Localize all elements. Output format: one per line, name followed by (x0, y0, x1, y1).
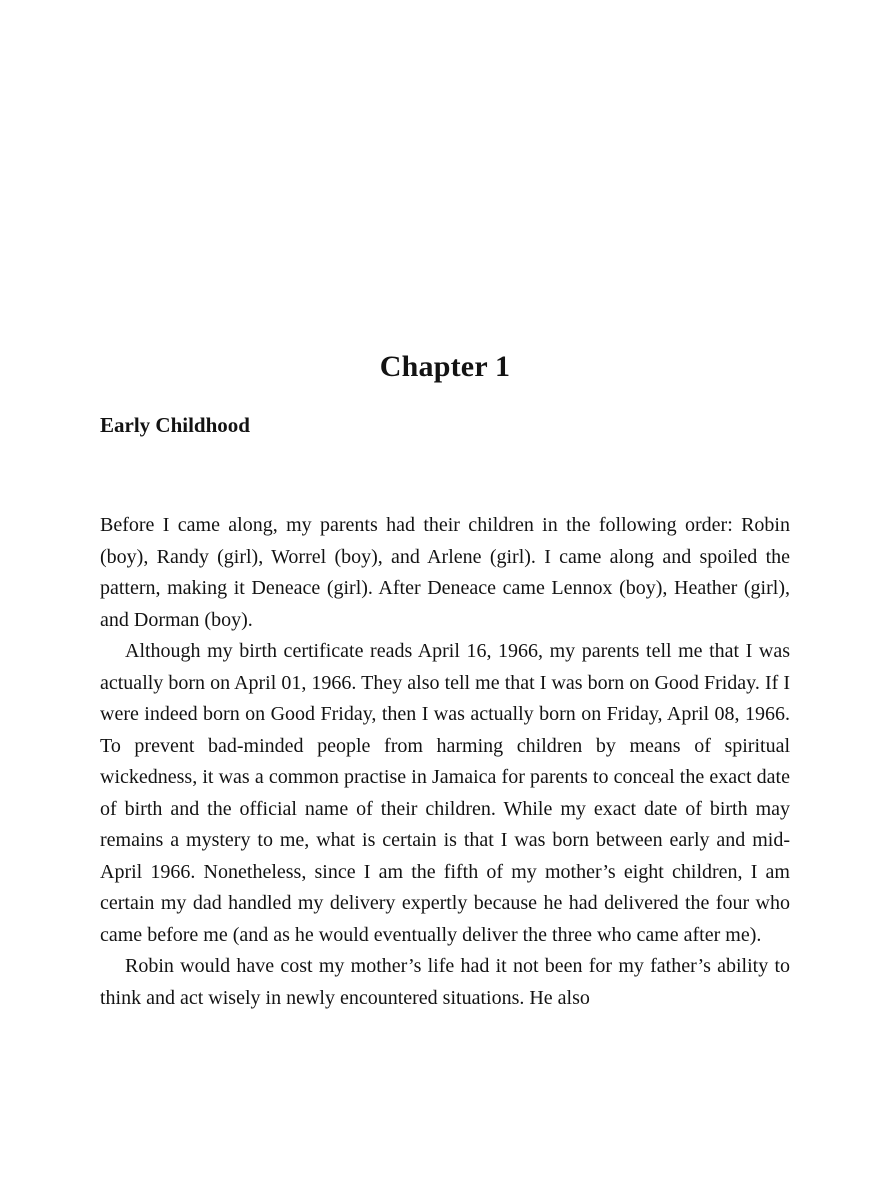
paragraph: Although my birth certificate reads April 16, 1966, my parents tell me that I was actually born on April 01, 1966. They also tell me that I was born on Good Friday. If I were indeed born on Good Friday, then I was actually born on Friday, April 08, 1966. To prevent bad-minded people from harming children by means of spiritual wickedness, it was a common practise in Jamaica for parents to conceal the exact date of birth and the official name of their children. While my exact date of birth may remains a mystery to me, what is certain is that I was born between early and mid-April 1966. Nonetheless, since I am the fifth of my mother’s eight children, I am certain my dad handled my delivery expertly because he had delivered the four who came before me (and as he would eventually deliver the three who came after me). (100, 640, 790, 946)
body-text (100, 510, 790, 1014)
paragraph: Robin would have cost my mother’s life had it not been for my father’s ability to think and act wisely in newly encountered situations. He also (100, 955, 790, 1009)
paragraph: Before I came along, my parents had their children in the following order: Robin (boy), Randy (girl), Worrel (boy), and Arlene (girl). I came along and spoiled the pattern, making it Deneace (girl). After Deneace came Lennox (boy), Heather (girl), and Dorman (boy). (100, 514, 790, 631)
section-heading: Early Childhood (100, 413, 250, 437)
chapter-title: Chapter 1 (379, 350, 511, 383)
page-content (100, 0, 790, 1014)
